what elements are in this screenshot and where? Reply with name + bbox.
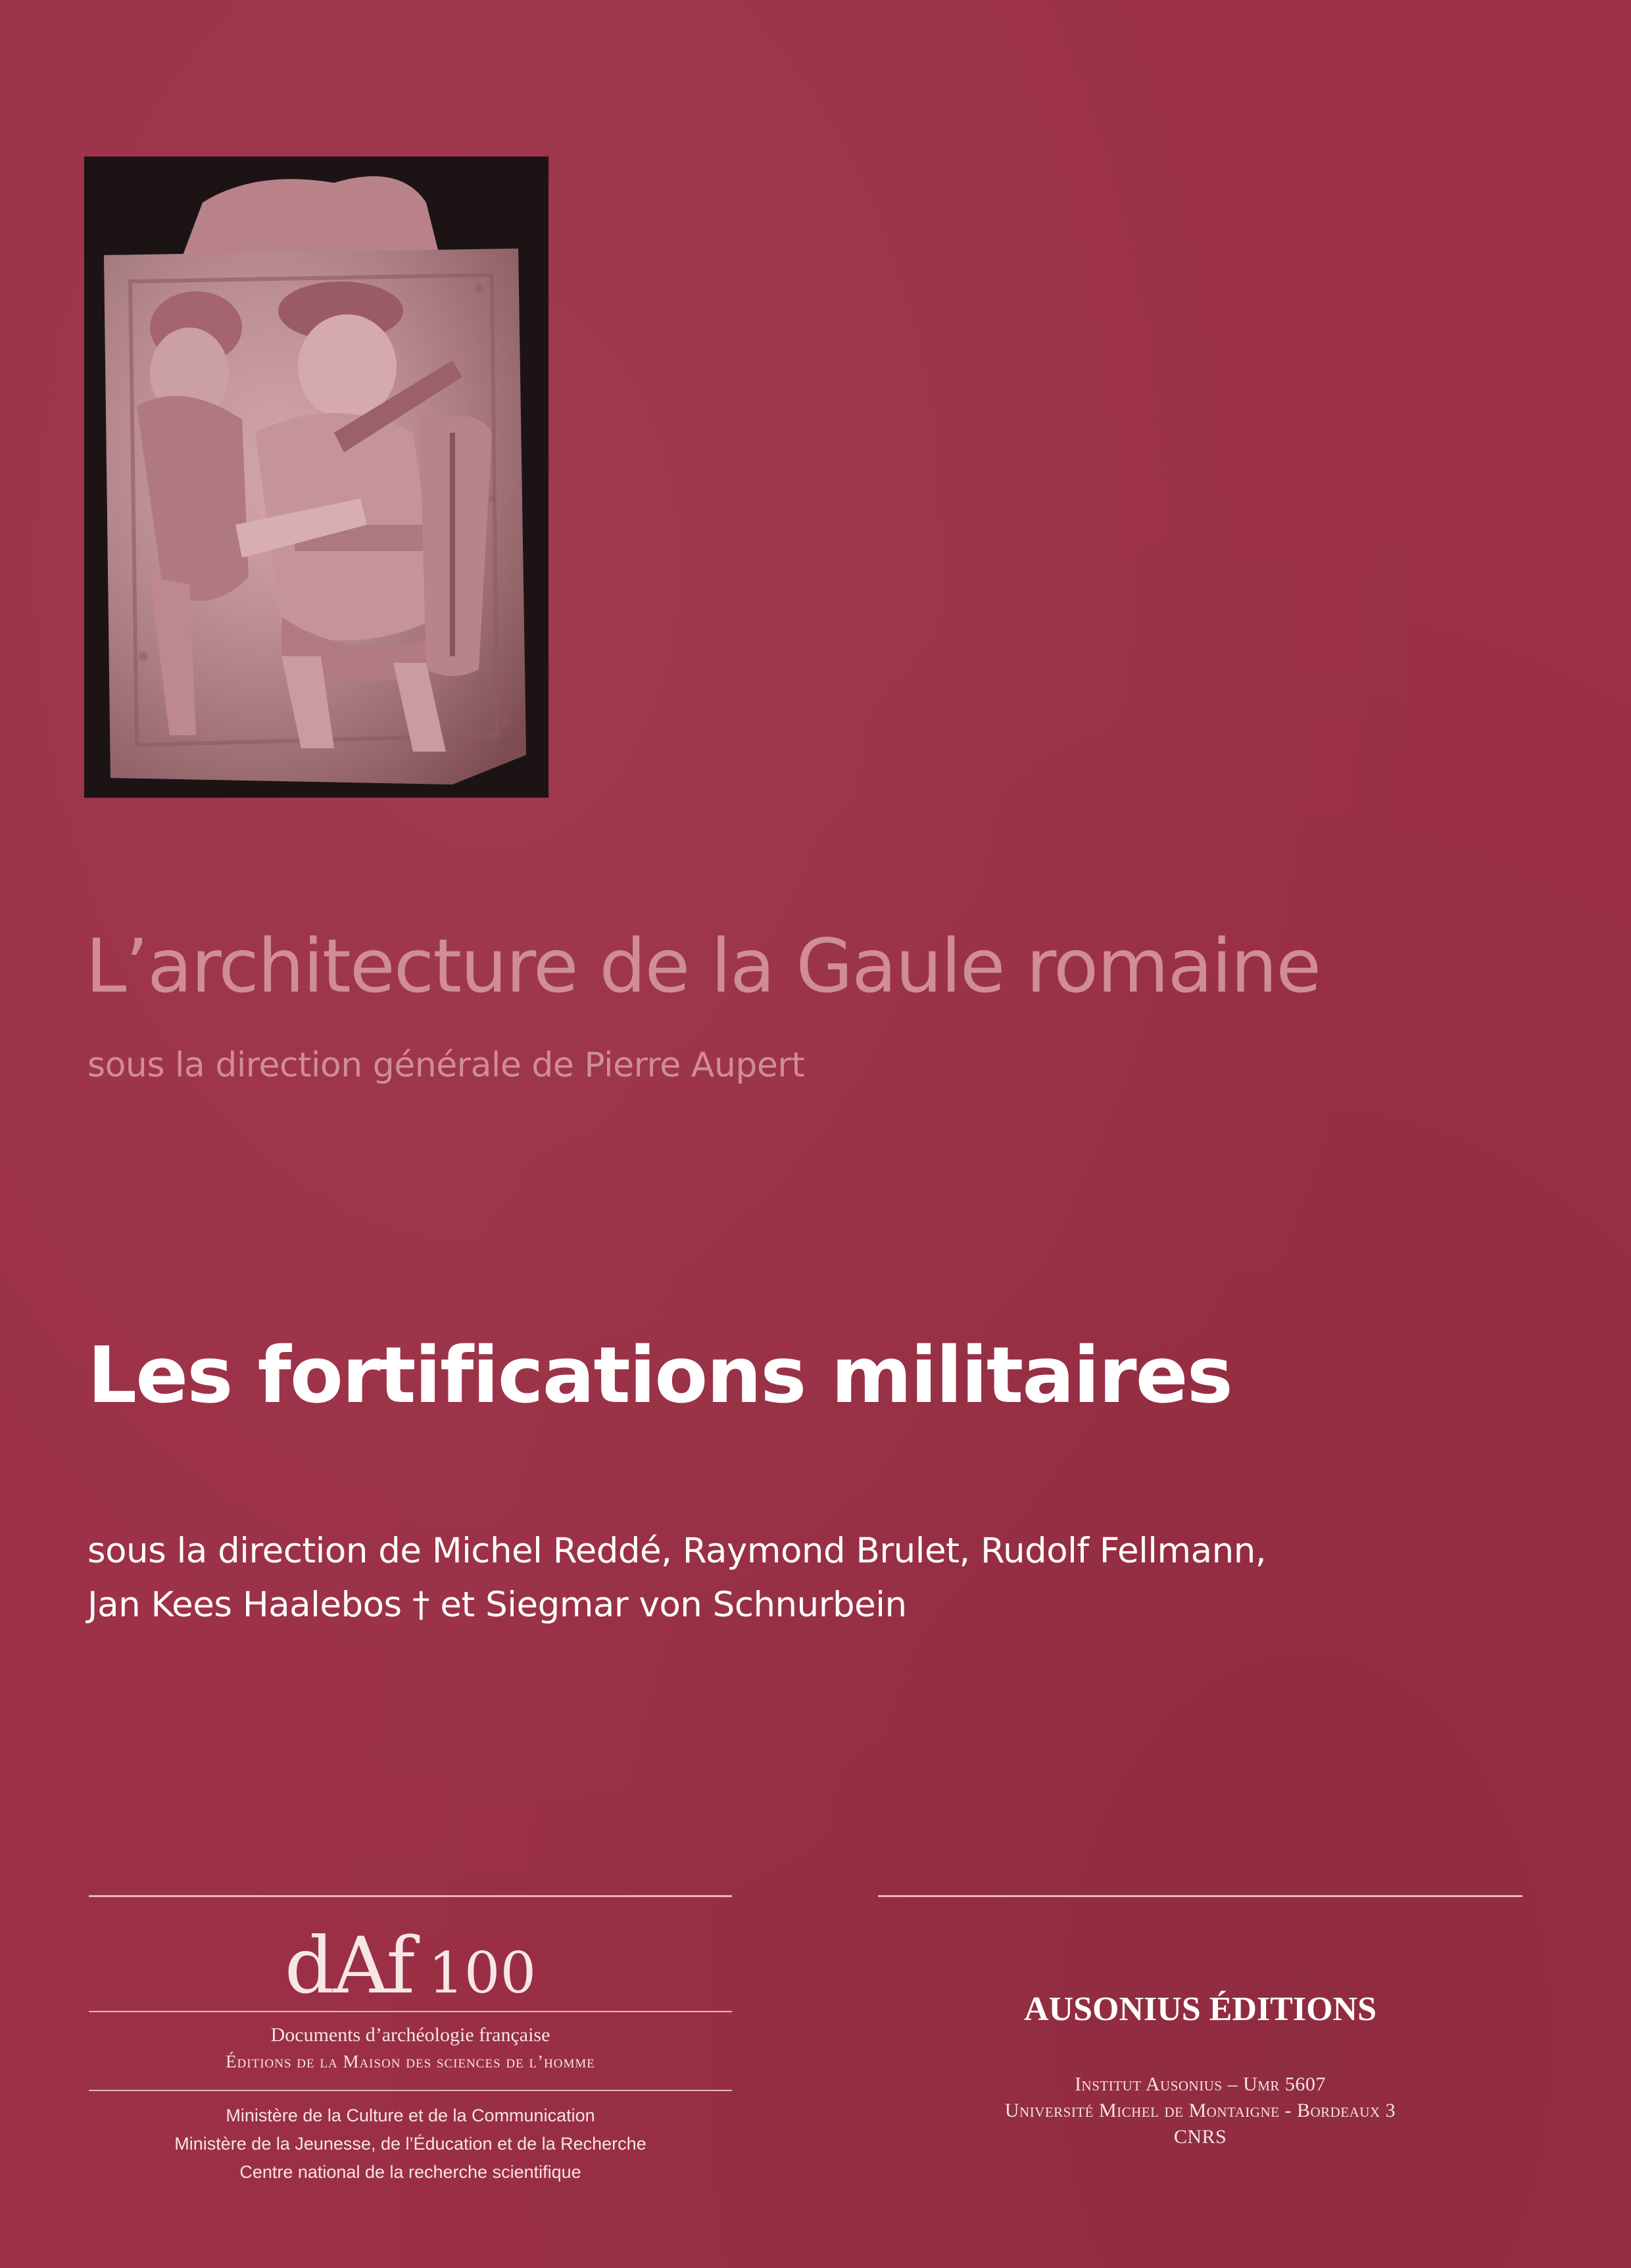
daf-logo bbox=[89, 1920, 732, 2011]
book-title: Les fortifications militaires bbox=[87, 1330, 1232, 1420]
divider-rule-top-right bbox=[878, 1895, 1522, 1897]
ministry-item: Ministère de la Culture et de la Communication bbox=[226, 2106, 595, 2125]
editors bbox=[87, 1524, 1266, 1632]
series-subtitle: sous la direction générale de Pierre Aupert bbox=[87, 1046, 805, 1085]
editors-line-1: sous la direction de Michel Reddé, Raymond Brulet, Rudolf Fellmann, bbox=[87, 1531, 1267, 1571]
ministry-item: Ministère de la Jeunesse, de l’Éducation et de la Recherche bbox=[174, 2134, 646, 2154]
divider-rule-daf bbox=[89, 2011, 732, 2012]
daf-collection-name: Documents d’archéologie française bbox=[270, 2024, 550, 2046]
publisher-line: CNRS bbox=[1173, 2126, 1227, 2148]
publisher-name: AUSONIUS ÉDITIONS bbox=[1023, 1991, 1377, 2028]
publisher-details bbox=[878, 2071, 1522, 2150]
ministries-list bbox=[89, 2102, 732, 2186]
relief-photo bbox=[84, 157, 548, 798]
daf-number: 100 bbox=[428, 1941, 537, 2006]
daf-mark: dAf bbox=[284, 1920, 414, 2011]
relief-illustration bbox=[84, 157, 548, 798]
daf-publisher: Éditions de la Maison des sciences de l’homme bbox=[226, 2052, 595, 2071]
divider-rule-top-left bbox=[89, 1895, 732, 1897]
divider-rule-ministries bbox=[89, 2090, 732, 2091]
publisher-line: Université Michel de Montaigne - Bordeaux 3 bbox=[1004, 2100, 1396, 2121]
publisher-line: Institut Ausonius – Umr 5607 bbox=[1075, 2073, 1326, 2095]
ministry-item: Centre national de la recherche scientifique bbox=[239, 2162, 581, 2182]
series-title: L’architecture de la Gaule romaine bbox=[85, 924, 1321, 1009]
editors-line-2: Jan Kees Haalebos † et Siegmar von Schnurbein bbox=[87, 1585, 907, 1625]
